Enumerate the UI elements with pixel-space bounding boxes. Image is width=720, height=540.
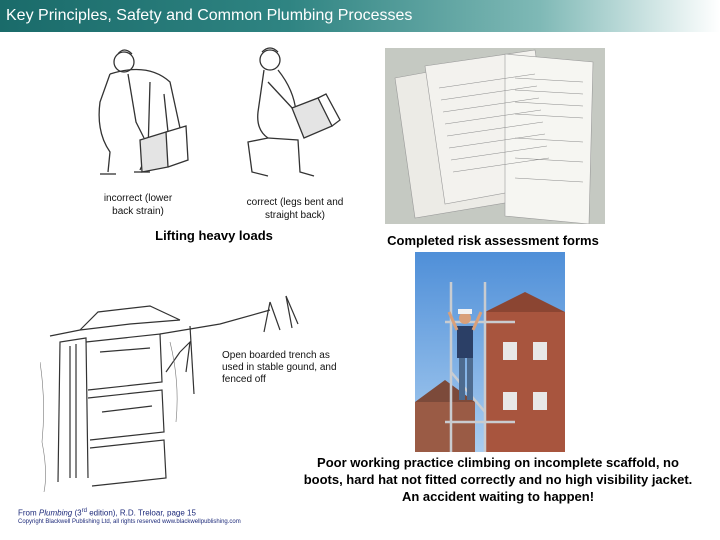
scaffold-photo	[415, 252, 565, 452]
reference-edition-details: edition), R.D. Treloar, page 15	[89, 508, 196, 518]
lifting-caption: Lifting heavy loads	[155, 228, 273, 243]
correct-lifting-label: correct (legs bent and straight back)	[246, 197, 344, 221]
reference-from: From	[18, 508, 37, 518]
reference-edition-suffix: rd	[81, 508, 87, 514]
trench-illustration	[40, 282, 310, 500]
book-reference: From Plumbing (3rd edition), R.D. Treloar, page 15	[18, 508, 196, 518]
title-bar	[0, 0, 720, 32]
copyright-line: Copyright Blackwell Publishing Ltd, all rights reserved www.blackwellpublishing.com	[18, 519, 241, 525]
reference-edition-number: 3	[77, 508, 82, 518]
correct-lifting-figure	[248, 48, 340, 176]
trench-caption: Open boarded trench as used in stable gound, and fenced off	[222, 350, 340, 386]
scaffold-drawing	[415, 252, 565, 452]
risk-assessment-caption: Completed risk assessment forms	[387, 233, 599, 248]
incorrect-lifting-figure	[99, 50, 188, 174]
reference-book-title: Plumbing	[38, 508, 73, 518]
risk-assessment-photo	[385, 48, 605, 224]
slide-title: Key Principles, Safety and Common Plumbing Processes	[6, 7, 413, 24]
lifting-illustration	[88, 42, 358, 192]
incorrect-lifting-label: incorrect (lower back strain)	[103, 193, 173, 217]
scaffold-caption: Poor working practice climbing on incomplete scaffold, no boots, hard hat not fitted correctly and no high visibility jacket. An accident waiting to happen!	[303, 455, 693, 504]
risk-forms-drawing	[385, 48, 605, 224]
